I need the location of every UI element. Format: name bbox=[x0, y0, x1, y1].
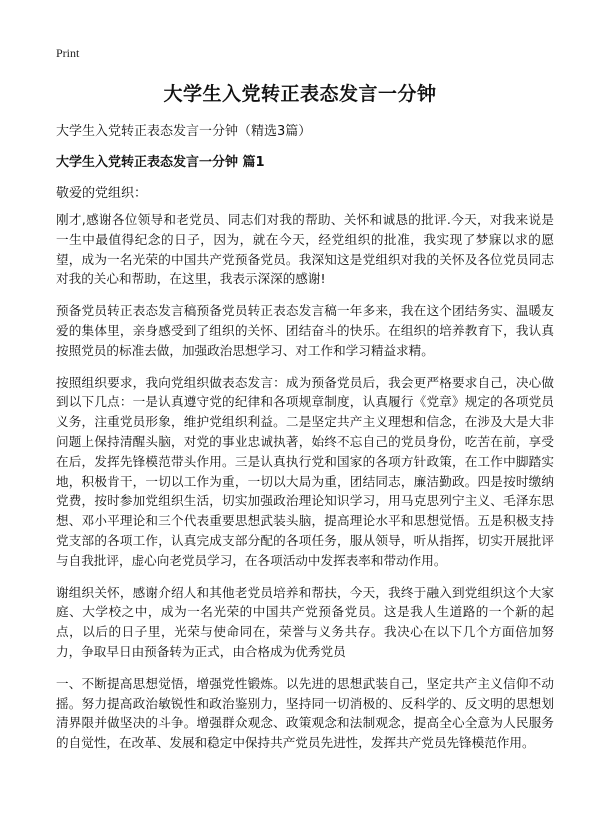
paragraph: 预备党员转正表态发言稿预备党员转正表态发言稿一年多来，我在这个团结务实、温暖友爱的集体里，亲身感受到了组织的关怀、团结奋斗的快乐。在组织的培养教育下，我认真按照党员的标准去做，加强政治思想学习、对工作和学习精益求精。 bbox=[56, 303, 554, 358]
section-heading: 大学生入党转正表态发言一分钟 篇1 bbox=[56, 155, 265, 170]
document-title: 大学生入党转正表态发言一分钟 bbox=[163, 83, 437, 105]
paragraph: 按照组织要求，我向党组织做表态发言：成为预备党员后，我会更严格要求自己，决心做到以下几点：一是认真遵守党的纪律和各项规章制度，认真履行《党章》规定的各项党员义务，注重党员形象，维护党组织利益。二是坚定共产主义理想和信念，在涉及大是大非问题上保持清醒头脑，对党的事业忠诚执著，始终不忘自己的党员身份，吃苦在前，享受在后，发挥先锋模范带头作用。三是认真执行党和国家的各项方针政策，在工作中脚踏实地，积极肯干，一切以工作为重，一切以大局为重，团结同志，廉洁勤政。四是按时缴纳党费，按时参加党组织生活，切实加强政治理论知识学习，用马克思列宁主义、毛泽东思想、邓小平理论和三个代表重要思想武装头脑，提高理论水平和思想觉悟。五是积极支持党支部的各项工作，认真完成支部分配的各项任务，服从领导，听从指挥，切实开展批评与自我批评，虚心向老党员学习，在各项活动中发挥表率和带动作用。 bbox=[56, 374, 554, 568]
salutation: 敬爱的党组织： bbox=[56, 186, 148, 201]
body-text bbox=[56, 210, 554, 765]
paragraph: 一、不断提高思想觉悟，增强党性锻炼。以先进的思想武装自己，坚定共产主义信仰不动摇。努力提高政治敏锐性和政治鉴别力，坚持同一切消极的、反科学的、反文明的思想划清界限并做坚决的斗争。增强群众观念、政策观念和法制观念，提高全心全意为人民服务的自觉性，在改革、发展和稳定中保持共产党员先进性，发挥共产党员先锋模范作用。 bbox=[56, 675, 554, 751]
document-subtitle: 大学生入党转正表态发言一分钟（精选3篇） bbox=[56, 124, 312, 139]
paragraph: 谢组织关怀，感谢介绍人和其他老党员培养和帮扶，今天，我终于融入到党组织这个大家庭、大学校之中，成为一名光荣的中国共产党预备党员。这是我人生道路的一个新的起点，以后的日子里，光荣与使命同在，荣誉与义务共存。我决心在以下几个方面倍加努力，争取早日由预备转为正式，由合格成为优秀党员 bbox=[56, 584, 554, 659]
print-link[interactable]: Print bbox=[56, 46, 80, 60]
paragraph: 刚才,感谢各位领导和老党员、同志们对我的帮助、关怀和诚恳的批评.今天，对我来说是一生中最值得纪念的日子，因为，就在今天，经党组织的批准，我实现了梦寐以求的愿望，成为一名光荣的中国共产党预备党员。我深知这是党组织对我的关怀及各位党员同志对我的关心和帮助，在这里，我表示深深的感谢! bbox=[56, 212, 554, 287]
